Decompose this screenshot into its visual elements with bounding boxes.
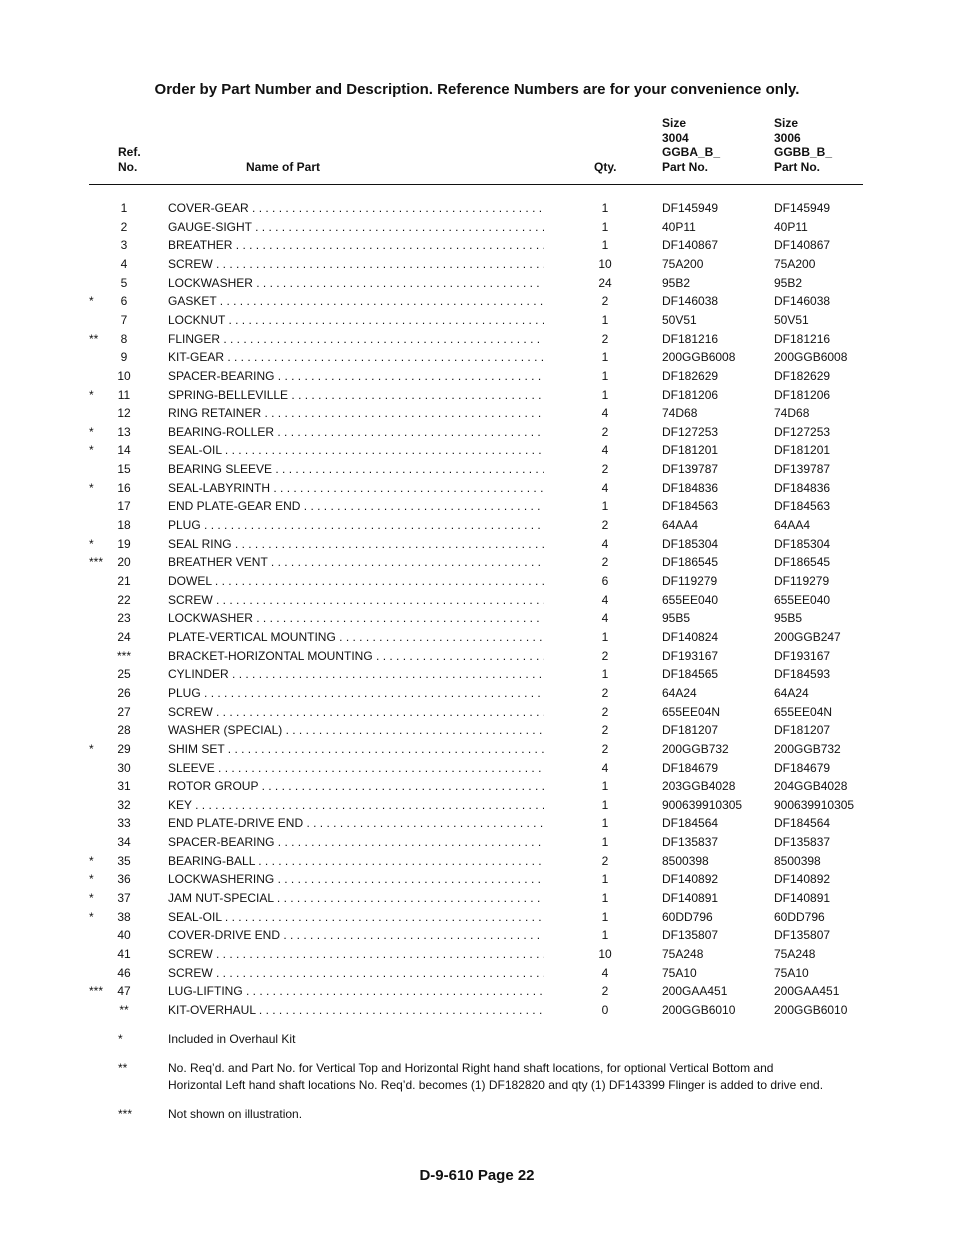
part-number-3006: 60DD796 — [774, 909, 825, 924]
table-row — [0, 628, 954, 646]
part-number-3006: 655EE04N — [774, 704, 833, 719]
ref-number: 46 — [117, 965, 131, 980]
part-name: KIT-GEAR . . . — [168, 348, 544, 366]
qty-header: Qty. — [594, 160, 617, 174]
ref-number: 19 — [117, 536, 131, 551]
revision-mark: *** — [89, 555, 104, 570]
table-row — [0, 647, 954, 665]
part-number-3006: DF193167 — [774, 648, 831, 663]
part-number-3004: DF145949 — [662, 201, 719, 215]
table-row — [0, 348, 954, 366]
table-row — [0, 945, 954, 963]
header-rule — [89, 184, 863, 185]
quantity: 1 — [601, 797, 609, 812]
part-number-3004: DF140891 — [662, 891, 719, 906]
revision-mark: * — [89, 443, 94, 458]
quantity: 1 — [601, 667, 609, 682]
ref-number: 40 — [117, 928, 131, 943]
part-name: SCREW . . . — [168, 945, 544, 963]
part-number-3004: DF184564 — [662, 816, 719, 831]
quantity: 2 — [601, 704, 609, 719]
quantity: 24 — [598, 275, 612, 290]
table-row — [0, 404, 954, 422]
table-row — [0, 777, 954, 795]
part-name: BREATHER . . . — [168, 236, 544, 254]
ref-number: 35 — [117, 853, 131, 868]
part-number-3006: 74D68 — [774, 406, 810, 421]
quantity: 1 — [601, 499, 609, 514]
quantity: 1 — [601, 909, 609, 924]
part-name: GAUGE-SIGHT . . . — [168, 218, 544, 236]
part-name: COVER-DRIVE END . . . — [168, 926, 544, 944]
quantity: 2 — [601, 462, 609, 477]
revision-mark: *** — [89, 984, 104, 999]
ref-number: 20 — [117, 555, 131, 570]
ref-number: 30 — [117, 760, 131, 775]
part-number-3006: DF145949 — [774, 201, 831, 215]
part-number-3006: DF139787 — [774, 462, 831, 477]
part-number-3006: DF184563 — [774, 499, 831, 514]
ref-number: 8 — [120, 331, 128, 346]
ref-number: 13 — [117, 424, 131, 439]
part-number-3004: 200GAA451 — [662, 984, 728, 999]
part-number-3004: DF146038 — [662, 294, 719, 309]
part-name: PLUG . . . — [168, 516, 544, 534]
quantity: 2 — [601, 331, 609, 346]
ref-number: 17 — [117, 499, 131, 514]
quantity: 1 — [601, 387, 609, 402]
revision-mark: * — [89, 891, 94, 906]
revision-mark: * — [89, 853, 94, 868]
part-number-3006: 75A10 — [774, 965, 809, 980]
ref-number: 15 — [117, 462, 131, 477]
ref-number: 1 — [120, 201, 128, 215]
part-name: LOCKWASHER . . . — [168, 609, 544, 627]
part-number-3004: DF135807 — [662, 928, 719, 943]
part-name: SCREW . . . — [168, 255, 544, 273]
part-number-3004: 95B5 — [662, 611, 691, 626]
part-number-3006: 64AA4 — [774, 518, 811, 533]
part-number-3006: 200GGB6008 — [774, 350, 848, 365]
part-number-3006: DF140891 — [774, 891, 831, 906]
ref-number: 37 — [117, 891, 131, 906]
part-name: PLATE-VERTICAL MOUNTING . . . — [168, 628, 544, 646]
quantity: 1 — [601, 238, 609, 253]
table-row — [0, 982, 954, 1000]
table-row — [0, 740, 954, 758]
quantity: 2 — [601, 294, 609, 309]
part-number-3006: DF181207 — [774, 723, 831, 738]
part-number-3004: DF181206 — [662, 387, 719, 402]
table-row — [0, 1001, 954, 1019]
revision-mark: * — [89, 909, 94, 924]
quantity: 2 — [601, 984, 609, 999]
part-number-3006: DF184679 — [774, 760, 831, 775]
table-row — [0, 441, 954, 459]
ref-number: 29 — [117, 741, 131, 756]
quantity: 1 — [601, 350, 609, 365]
table-row — [0, 684, 954, 702]
ref-number: *** — [116, 648, 131, 663]
part-name: SEAL RING . . . — [168, 535, 544, 553]
table-row — [0, 460, 954, 478]
ref-number: 14 — [117, 443, 131, 458]
part-number-3006: 200GGB732 — [774, 741, 841, 756]
part-name: END PLATE-GEAR END . . . — [168, 497, 544, 515]
quantity: 4 — [601, 480, 609, 495]
table-row — [0, 535, 954, 553]
ref-number: ** — [119, 1002, 129, 1017]
part-number-3004: 200GGB6008 — [662, 350, 736, 365]
part-number-3006: DF182629 — [774, 368, 831, 383]
revision-mark: * — [89, 536, 94, 551]
part-number-3004: 64A24 — [662, 685, 697, 700]
part-number-3004: 40P11 — [662, 219, 696, 234]
part-name: FLINGER . . . — [168, 330, 544, 348]
part-name: DOWEL . . . — [168, 572, 544, 590]
part-number-3006: 200GGB247 — [774, 629, 841, 644]
ref-number: 6 — [120, 294, 128, 309]
quantity: 4 — [601, 965, 609, 980]
quantity: 10 — [598, 947, 612, 961]
revision-mark: * — [89, 387, 94, 402]
ref-number: 7 — [120, 312, 128, 327]
quantity: 2 — [601, 723, 609, 738]
table-row — [0, 218, 954, 236]
ref-number: 21 — [117, 574, 131, 588]
footnote-symbol: ** — [118, 1061, 128, 1075]
part-number-3006: 900639910305 — [774, 797, 855, 812]
ref-number: 47 — [117, 984, 131, 999]
ref-number: 3 — [120, 238, 128, 253]
ref-number: 2 — [120, 219, 128, 234]
table-row — [0, 516, 954, 534]
part-number-3004: 75A248 — [662, 947, 704, 961]
footnote-text: Not shown on illustration. — [168, 1107, 303, 1121]
part-number-3004: DF139787 — [662, 462, 719, 477]
table-row — [0, 274, 954, 292]
part-name-header: Name of Part — [246, 160, 321, 174]
ref-number: 22 — [117, 592, 131, 607]
ref-number: 41 — [117, 947, 131, 961]
table-row — [0, 796, 954, 814]
part-number-3004: DF140892 — [662, 872, 719, 887]
part-number-3006: DF135837 — [774, 835, 831, 850]
part-number-3004: DF186545 — [662, 555, 719, 570]
footnote-symbol: * — [118, 1032, 123, 1046]
part-number-3006: 204GGB4028 — [774, 779, 848, 794]
part-name: LUG-LIFTING . . . — [168, 982, 544, 1000]
part-number-3004: DF184836 — [662, 480, 719, 495]
part-name: SEAL-OIL . . . — [168, 441, 544, 459]
table-row — [0, 591, 954, 609]
part-number-3006: DF181206 — [774, 387, 831, 402]
part-name: ROTOR GROUP . . . — [168, 777, 544, 795]
part-number-3006: DF181201 — [774, 443, 831, 458]
part-number-3004: 203GGB4028 — [662, 779, 736, 794]
quantity: 1 — [601, 779, 609, 794]
part-number-3006: 75A248 — [774, 947, 816, 961]
part-name: COVER-GEAR . . . — [168, 199, 544, 217]
table-row — [0, 665, 954, 683]
quantity: 1 — [601, 312, 609, 327]
part-number-3004: 200GGB6010 — [662, 1002, 736, 1017]
quantity: 10 — [598, 256, 612, 271]
part-number-3004: 95B2 — [662, 275, 691, 290]
table-row — [0, 497, 954, 515]
part-number-3006: DF140892 — [774, 872, 831, 887]
part-number-3006: 95B5 — [774, 611, 803, 626]
ref-number: 26 — [117, 685, 131, 700]
table-row — [0, 199, 954, 217]
part-number-3004: 200GGB732 — [662, 741, 729, 756]
part-name: GASKET . . . — [168, 292, 544, 310]
quantity: 1 — [601, 891, 609, 906]
quantity: 1 — [601, 629, 609, 644]
table-row — [0, 703, 954, 721]
part-number-3004: DF135837 — [662, 835, 719, 850]
table-row — [0, 423, 954, 441]
table-row — [0, 814, 954, 832]
part-number-3004: 50V51 — [662, 312, 697, 327]
part-name: SCREW . . . — [168, 703, 544, 721]
part-name: JAM NUT-SPECIAL . . . — [168, 889, 544, 907]
quantity: 0 — [601, 1002, 609, 1017]
table-row — [0, 292, 954, 310]
ref-number: 4 — [120, 256, 128, 271]
part-number-3004: DF184679 — [662, 760, 719, 775]
part-number-3004: DF184563 — [662, 499, 719, 514]
part-name: RING RETAINER . . . — [168, 404, 544, 422]
table-row — [0, 330, 954, 348]
part-number-3006: 50V51 — [774, 312, 809, 327]
quantity: 1 — [601, 219, 609, 234]
part-number-3004: DF181201 — [662, 443, 719, 458]
part-number-3006: 40P11 — [774, 219, 808, 234]
table-row — [0, 386, 954, 404]
revision-mark: * — [89, 294, 94, 309]
part-number-3004: DF181207 — [662, 723, 719, 738]
table-row — [0, 479, 954, 497]
quantity: 1 — [601, 835, 609, 850]
table-row — [0, 926, 954, 944]
ref-number: 9 — [120, 350, 128, 365]
quantity: 1 — [601, 816, 609, 831]
part-number-3004: DF140867 — [662, 238, 719, 253]
part-number-3004: 655EE04N — [662, 704, 721, 719]
part-number-3006: 95B2 — [774, 275, 803, 290]
ref-number: 5 — [120, 275, 128, 290]
table-row — [0, 721, 954, 739]
table-row — [0, 236, 954, 254]
ref-number: 12 — [117, 406, 131, 421]
table-row — [0, 908, 954, 926]
part-number-3006: DF119279 — [774, 574, 830, 588]
footnote-symbol: *** — [118, 1107, 133, 1121]
part-number-3004: DF119279 — [662, 574, 718, 588]
part-name: SEAL-OIL . . . — [168, 908, 544, 926]
part-number-3006: DF181216 — [774, 331, 831, 346]
ref-number: 36 — [117, 872, 131, 887]
part-name: PLUG . . . — [168, 684, 544, 702]
part-name: BEARING-BALL . . . — [168, 852, 544, 870]
part-name: LOCKWASHERING . . . — [168, 870, 544, 888]
ref-no-header: Ref. No. — [118, 145, 141, 174]
part-number-3004: 60DD796 — [662, 909, 713, 924]
revision-mark: * — [89, 480, 94, 495]
part-number-3006: 200GGB6010 — [774, 1002, 848, 1017]
table-row — [0, 311, 954, 329]
part-name: SPRING-BELLEVILLE . . . — [168, 386, 544, 404]
part-name: BREATHER VENT . . . — [168, 553, 544, 571]
table-row — [0, 572, 954, 590]
part-number-3004: DF140824 — [662, 629, 719, 644]
footnote-text: Included in Overhaul Kit — [168, 1032, 296, 1046]
quantity: 2 — [601, 555, 609, 570]
part-number-3004: DF182629 — [662, 368, 719, 383]
table-row — [0, 964, 954, 982]
quantity: 4 — [601, 611, 609, 626]
part-name: SPACER-BEARING . . . — [168, 367, 544, 385]
part-number-3006: DF184836 — [774, 480, 831, 495]
part-name: LOCKNUT . . . — [168, 311, 544, 329]
part-number-3004: 8500398 — [662, 853, 709, 868]
part-name: SCREW . . . — [168, 964, 544, 982]
part-name: WASHER (SPECIAL) . . . — [168, 721, 544, 739]
table-row — [0, 889, 954, 907]
table-row — [0, 609, 954, 627]
part-number-3004: DF127253 — [662, 424, 719, 439]
table-row — [0, 255, 954, 273]
revision-mark: * — [89, 424, 94, 439]
quantity: 2 — [601, 685, 609, 700]
ref-number: 27 — [117, 704, 131, 719]
part-number-3004: 75A200 — [662, 256, 704, 271]
ref-number: 23 — [117, 611, 131, 626]
part-number-3006: 655EE040 — [774, 592, 831, 607]
quantity: 2 — [601, 648, 609, 663]
ref-number: 34 — [117, 835, 131, 850]
part-number-3006: 8500398 — [774, 853, 821, 868]
ref-number: 16 — [117, 480, 131, 495]
part-number-3004: 74D68 — [662, 406, 698, 421]
quantity: 6 — [601, 574, 609, 588]
part-name: LOCKWASHER . . . — [168, 274, 544, 292]
part-number-3006: DF140867 — [774, 238, 831, 253]
part-name: KIT-OVERHAUL . . . — [168, 1001, 544, 1019]
part-name: BEARING-ROLLER . . . — [168, 423, 544, 441]
ref-number: 18 — [117, 518, 131, 533]
size-3004-header: Size 3004 GGBA_B_ Part No. — [662, 116, 721, 174]
table-row — [0, 759, 954, 777]
part-number-3006: DF186545 — [774, 555, 831, 570]
part-number-3004: DF184565 — [662, 667, 719, 682]
table-row — [0, 833, 954, 851]
quantity: 1 — [601, 201, 609, 215]
part-name: BRACKET-HORIZONTAL MOUNTING . . . — [168, 647, 544, 665]
quantity: 4 — [601, 443, 609, 458]
quantity: 2 — [601, 853, 609, 868]
part-number-3006: 75A200 — [774, 256, 816, 271]
footnote-text: Horizontal Left hand shaft locations No. Req’d. becomes (1) DF182820 and qty (1) DF143399 Flinger is added to drive end. — [168, 1078, 824, 1092]
size-3006-header: Size 3006 GGBB_B_ Part No. — [774, 116, 833, 174]
quantity: 4 — [601, 536, 609, 551]
part-name: SEAL-LABYRINTH . . . — [168, 479, 544, 497]
part-number-3006: DF135807 — [774, 928, 831, 943]
ref-number: 38 — [117, 909, 131, 924]
table-row — [0, 553, 954, 571]
quantity: 4 — [601, 760, 609, 775]
part-number-3004: DF185304 — [662, 536, 719, 551]
part-name: CYLINDER . . . — [168, 665, 544, 683]
part-number-3006: DF146038 — [774, 294, 831, 309]
part-number-3006: 200GAA451 — [774, 984, 840, 999]
revision-mark: * — [89, 872, 94, 887]
ref-number: 31 — [117, 779, 131, 794]
revision-mark: * — [89, 741, 94, 756]
ref-number: 33 — [117, 816, 131, 831]
part-name: SCREW . . . — [168, 591, 544, 609]
ref-number: 24 — [117, 629, 131, 644]
part-number-3004: 900639910305 — [662, 797, 743, 812]
quantity: 4 — [601, 592, 609, 607]
part-name: BEARING SLEEVE . . . — [168, 460, 544, 478]
part-number-3004: 655EE040 — [662, 592, 719, 607]
part-number-3004: 64AA4 — [662, 518, 699, 533]
part-name: SLEEVE . . . — [168, 759, 544, 777]
quantity: 1 — [601, 368, 609, 383]
part-number-3006: DF185304 — [774, 536, 831, 551]
table-row — [0, 367, 954, 385]
quantity: 2 — [601, 424, 609, 439]
part-name: SPACER-BEARING . . . — [168, 833, 544, 851]
part-number-3004: DF193167 — [662, 648, 719, 663]
part-number-3006: DF184564 — [774, 816, 831, 831]
part-number-3006: 64A24 — [774, 685, 809, 700]
table-row — [0, 870, 954, 888]
quantity: 4 — [601, 406, 609, 421]
ref-number: 28 — [117, 723, 131, 738]
part-number-3006: DF184593 — [774, 667, 831, 682]
quantity: 1 — [601, 872, 609, 887]
part-number-3004: DF181216 — [662, 331, 719, 346]
part-number-3004: 75A10 — [662, 965, 697, 980]
quantity: 1 — [601, 928, 609, 943]
footnote-text: No. Req’d. and Part No. for Vertical Top and Horizontal Right hand shaft locations, for optional Vertical Bottom and — [168, 1061, 774, 1075]
page-footer: D-9-610 Page 22 — [419, 1167, 535, 1184]
ref-number: 25 — [117, 667, 131, 682]
part-name: KEY . . . — [168, 796, 544, 814]
ref-number: 32 — [117, 797, 131, 812]
part-name: END PLATE-DRIVE END . . . — [168, 814, 544, 832]
page-heading: Order by Part Number and Description. Reference Numbers are for your convenience only. — [154, 81, 800, 98]
ref-number: 10 — [117, 368, 131, 383]
table-row — [0, 852, 954, 870]
quantity: 2 — [601, 518, 609, 533]
revision-mark: ** — [89, 331, 99, 346]
quantity: 2 — [601, 741, 609, 756]
ref-number: 11 — [117, 387, 131, 402]
part-number-3006: DF127253 — [774, 424, 831, 439]
part-name: SHIM SET . . . — [168, 740, 544, 758]
